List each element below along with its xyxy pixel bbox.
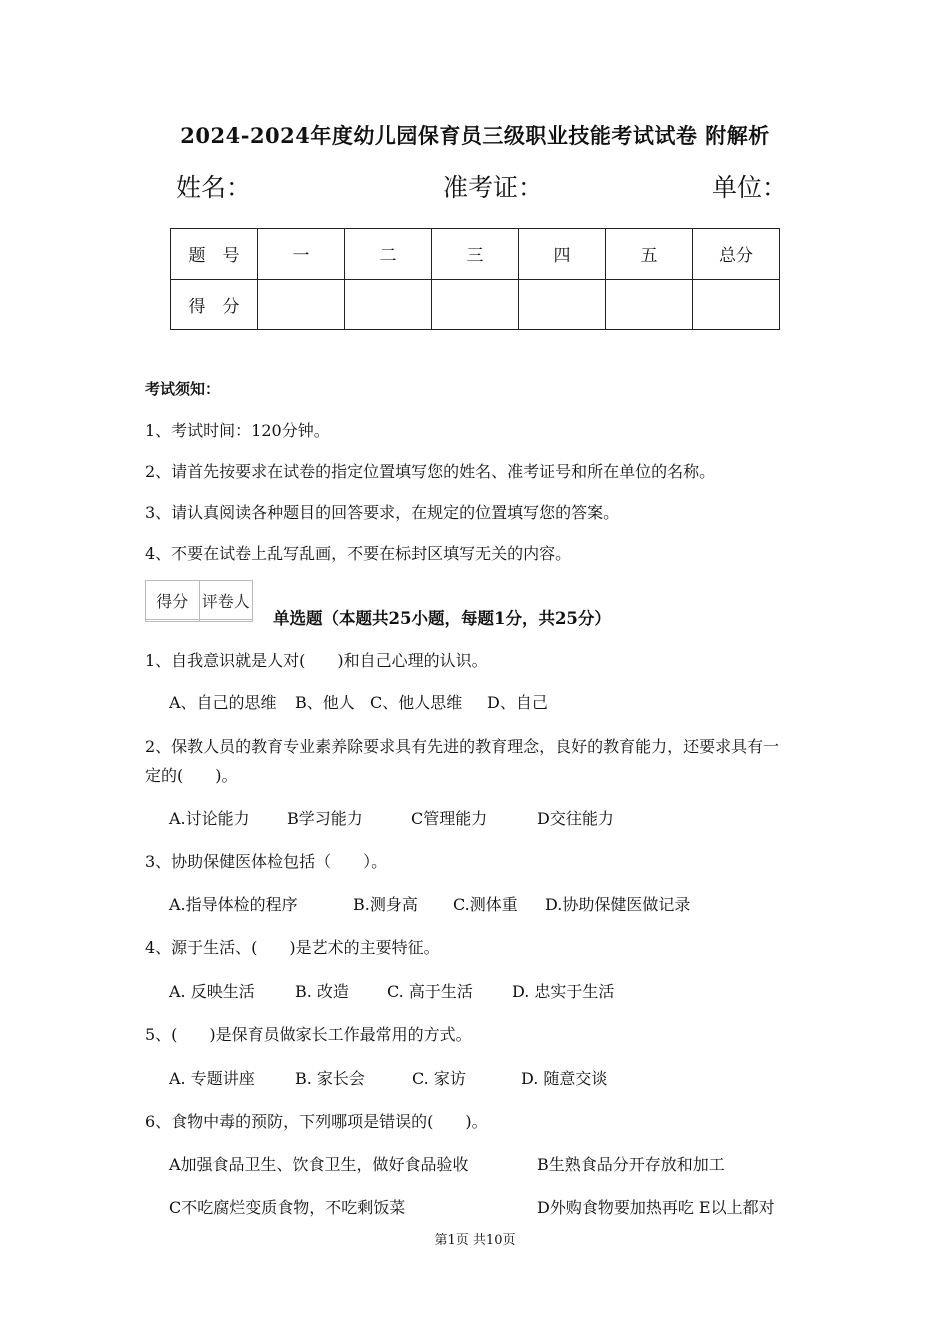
- option: D.协助保健医做记录: [545, 895, 691, 914]
- score-cell[interactable]: [432, 279, 519, 330]
- score-table-score-row: [171, 279, 780, 330]
- notice-item: 3、请认真阅读各种题目的回答要求，在规定的位置填写您的答案。: [145, 503, 620, 522]
- page-footer: 第1页 共10页: [434, 1233, 516, 1248]
- option: C管理能力: [411, 809, 488, 828]
- option: A、自己的思维: [169, 693, 277, 712]
- name-label: 姓名：: [176, 173, 252, 202]
- score-row-label: 得 分: [171, 279, 258, 330]
- option: D. 忠实于生活: [512, 982, 615, 1001]
- option: A. 反映生活: [169, 982, 255, 1001]
- question-4: 4、源于生活、( )是艺术的主要特征。: [145, 938, 440, 957]
- option: B. 改造: [295, 982, 349, 1001]
- option: C、他人思维: [370, 693, 463, 712]
- grader-reviewer-cell[interactable]: [199, 620, 253, 622]
- section-title: 单选题（本题共25小题，每题1分，共25分）: [273, 609, 611, 628]
- score-header-cell: 总分: [693, 229, 780, 280]
- score-table-header-row: [171, 229, 780, 280]
- option: D外购食物要加热再吃 E以上都对: [537, 1198, 775, 1217]
- option: B生熟食品分开存放和加工: [537, 1155, 725, 1174]
- question-6: 6、食物中毒的预防，下列哪项是错误的( )。: [145, 1112, 488, 1131]
- score-header-cell: 五: [606, 229, 693, 280]
- question-2-line-2: 定的( )。: [145, 766, 238, 785]
- option: B、他人: [295, 693, 355, 712]
- score-header-cell: 二: [345, 229, 432, 280]
- option: C. 高于生活: [387, 982, 473, 1001]
- score-table: [170, 228, 780, 330]
- unit-label: 单位：: [712, 173, 788, 202]
- grader-box: [145, 580, 253, 622]
- score-cell[interactable]: [345, 279, 432, 330]
- question-2-line-1: 2、保教人员的教育专业素养除要求具有先进的教育理念，良好的教育能力，还要求具有一: [145, 737, 780, 756]
- option: D、自己: [487, 693, 548, 712]
- option: A.指导体检的程序: [169, 895, 298, 914]
- grader-reviewer-label: 评卷人: [199, 581, 253, 620]
- exam-title: 2024-2024年度幼儿园保育员三级职业技能考试试卷 附解析: [180, 123, 770, 148]
- question-3: 3、协助保健医体检包括（ ）。: [145, 852, 388, 871]
- option: C不吃腐烂变质食物，不吃剩饭菜: [169, 1198, 406, 1217]
- option: D交往能力: [537, 809, 614, 828]
- score-cell[interactable]: [258, 279, 345, 330]
- notice-title: 考试须知：: [145, 380, 221, 398]
- grader-score-cell[interactable]: [146, 620, 200, 622]
- notice-item: 4、不要在试卷上乱写乱画，不要在标封区填写无关的内容。: [145, 544, 572, 563]
- question-5: 5、( )是保育员做家长工作最常用的方式。: [145, 1025, 472, 1044]
- option: B学习能力: [287, 809, 363, 828]
- option: A.讨论能力: [169, 809, 250, 828]
- score-cell[interactable]: [519, 279, 606, 330]
- option: A. 专题讲座: [169, 1069, 255, 1088]
- exam-id-label: 准考证：: [443, 173, 544, 202]
- option: C.测体重: [453, 895, 518, 914]
- option: D. 随意交谈: [521, 1069, 608, 1088]
- grader-score-label: 得分: [146, 581, 200, 620]
- option: B. 家长会: [295, 1069, 365, 1088]
- notice-item: 1、考试时间：120分钟。: [145, 421, 330, 440]
- score-cell[interactable]: [606, 279, 693, 330]
- score-header-cell: 一: [258, 229, 345, 280]
- score-header-cell: 四: [519, 229, 606, 280]
- question-1: 1、自我意识就是人对( )和自己心理的认识。: [145, 651, 488, 670]
- option: A加强食品卫生、饮食卫生，做好食品验收: [169, 1155, 469, 1174]
- option: B.测身高: [353, 895, 418, 914]
- notice-item: 2、请首先按要求在试卷的指定位置填写您的姓名、准考证号和所在单位的名称。: [145, 462, 716, 481]
- score-cell[interactable]: [693, 279, 780, 330]
- score-header-cell: 三: [432, 229, 519, 280]
- score-header-cell: 题 号: [171, 229, 258, 280]
- option: C. 家访: [412, 1069, 466, 1088]
